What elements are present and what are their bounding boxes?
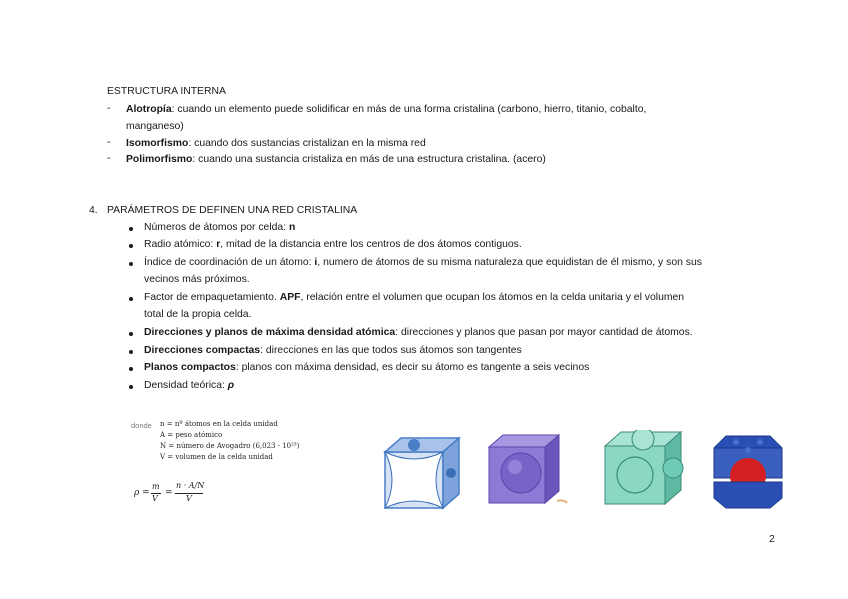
bullet-n [144, 221, 295, 235]
bullet-text: , relación entre el volumen que ocupan los átomos en la celda unitaria y el volumen [300, 292, 685, 303]
term: Polimorfismo [126, 154, 193, 165]
bullet-bold: i [314, 257, 318, 268]
bullet-dot [129, 350, 133, 354]
section-title-params: PARÁMETROS DE DEFINEN UNA RED CRISTALINA [107, 205, 358, 216]
bullet-bold: r [216, 239, 221, 250]
bullet-dot [129, 332, 133, 336]
definition: : cuando un elemento puede solidificar en más de una forma cristalina (carbono, hierro, titanio, cobalto, [171, 104, 647, 115]
frac-denominator: V [186, 494, 192, 503]
formula-def-v: V = volumen de la celda unidad [160, 453, 273, 461]
term: Alotropía [126, 104, 172, 115]
hexagonal-close-packed-cell-image [712, 432, 784, 512]
bullet-text: Radio atómico: [144, 239, 217, 250]
equals-sign: = [165, 488, 173, 498]
bullet-indice-cont: vecinos más próximos. [144, 274, 250, 285]
bullet-apf [144, 291, 684, 305]
bullet-densidad [144, 379, 234, 393]
bullet-dot [129, 385, 133, 389]
frac-numerator: n · A/N [176, 481, 205, 490]
frac-v: V [152, 494, 158, 503]
simple-cubic-cell-image [383, 436, 461, 510]
bullet-text: : direcciones en las que todos sus átomos son tangentes [260, 345, 522, 356]
bullet-bold: Direcciones y planos de máxima densidad atómica [144, 327, 396, 338]
bullet-bold: n [288, 222, 296, 233]
rho-lhs: ρ = [134, 488, 150, 498]
formula-def-n: n = nº átomos en la celda unidad [160, 420, 278, 428]
bullet-text: Factor de empaquetamiento. [144, 292, 280, 303]
bullet-dot [129, 262, 133, 266]
frac-m: m [152, 482, 160, 491]
bullet-planos-compactos [144, 361, 589, 375]
section-number: 4. [89, 205, 98, 216]
bullet-radio [144, 238, 522, 252]
body-centered-cubic-cell-image [487, 433, 571, 507]
bullet-text: , mitad de la distancia entre los centros de dos átomos contiguos. [220, 239, 522, 250]
dash-marker: - [107, 153, 111, 164]
definition: : cuando una sustancia cristaliza en más de una estructura cristalina. (acero) [192, 154, 546, 165]
donde-label: donde [131, 421, 152, 430]
item-alotropia [126, 103, 646, 117]
section-title-internal: ESTRUCTURA INTERNA [107, 86, 226, 97]
bullet-bold: APF [279, 292, 301, 303]
formula-def-a: A = peso atómico [160, 431, 223, 439]
item-alotropia-cont: manganeso) [126, 121, 184, 132]
bullet-bold: Direcciones compactas [144, 345, 261, 356]
item-polimorfismo [126, 153, 546, 167]
bullet-text: : direcciones y planos que pasan por mayor cantidad de átomos. [395, 327, 693, 338]
bullet-direcciones-compactas [144, 344, 522, 358]
term: Isomorfismo [126, 138, 189, 149]
item-isomorfismo [126, 137, 426, 151]
bullet-dot [129, 297, 133, 301]
bullet-dot [129, 244, 133, 248]
page-number: 2 [769, 534, 775, 545]
bullet-indice [144, 256, 702, 270]
bullet-dot [129, 367, 133, 371]
bullet-direcciones-planos [144, 326, 693, 340]
bullet-text: Índice de coordinación de un átomo: [144, 257, 315, 268]
bullet-apf-cont: total de la propia celda. [144, 309, 252, 320]
bullet-dot [129, 227, 133, 231]
face-centered-cubic-cell-image [603, 430, 685, 506]
bullet-text: : planos con máxima densidad, es decir su átomo es tangente a seis vecinos [235, 362, 590, 373]
bullet-bold: Planos compactos [144, 362, 236, 373]
bullet-text: Números de átomos por celda: [144, 222, 289, 233]
bullet-bold: ρ [227, 380, 235, 391]
dash-marker: - [107, 103, 111, 114]
bullet-text: , numero de átomos de su misma naturaleza que equidistan de él mismo, y son sus [317, 257, 702, 268]
definition: : cuando dos sustancias cristalizan en la misma red [188, 138, 426, 149]
bullet-text: Densidad teórica: [144, 380, 228, 391]
formula-def-avogadro: N = número de Avogadro (6,023 · 10²³) [160, 442, 300, 450]
dash-marker: - [107, 137, 111, 148]
